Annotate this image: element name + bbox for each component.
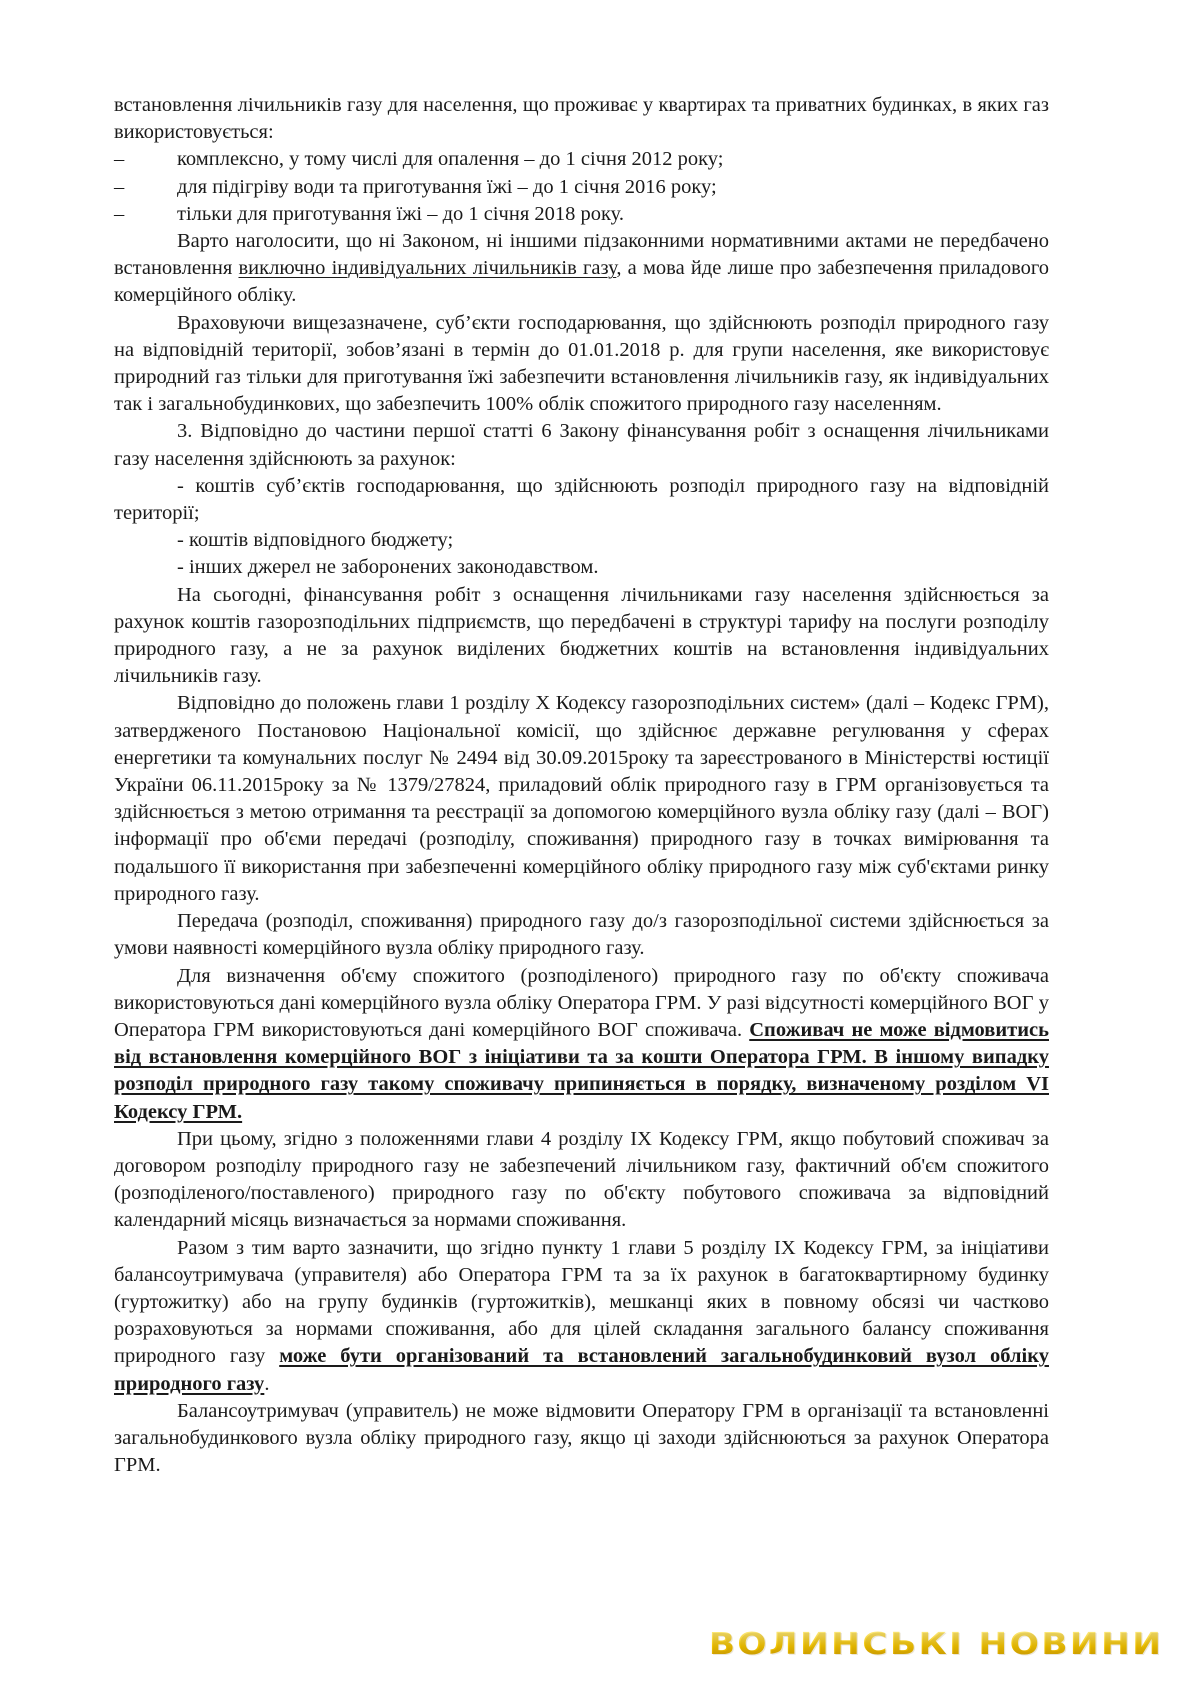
list-item: [114, 146, 1049, 173]
bold-underlined-phrase: Споживач не може відмовитись від встановлення комерційного ВОГ з ініціативи та за кошти Оператора ГРМ. В іншому випадку розподіл природного газу такому споживачу припиняється в порядку, визначеному розділом VI Кодексу ГРМ.: [114, 1018, 1049, 1123]
list-item: - інших джерел не заборонених законодавством.: [177, 556, 599, 579]
dash-bullet: –: [114, 175, 125, 198]
financing-sources-list: [114, 473, 1049, 582]
bold-underlined-phrase: може бути організований та встановлений загальнобудинковий вузол обліку природного газу: [114, 1345, 1049, 1395]
text: Для визначення об'єму спожитого (розподіленого) природного газу по об'єкту споживача використовуються дані комерційного вузла обліку Оператора ГРМ. У разі відсутності комерційного ВОГ у Оператора ГРМ використовуються дані комерційного ВОГ споживача.: [114, 964, 1049, 1041]
paragraph-balance-holder: Балансоутримувач (управитель) не може відмовити Оператору ГРМ в організації та встановленні загальнобудинкового вузла обліку природного газу, якщо ці заходи здійснюються за рахунок Оператора ГРМ.: [114, 1399, 1049, 1477]
deadline-list: [114, 146, 1049, 228]
text: Разом з тим варто зазначити, що згідно пункту 1 глави 5 розділу IX Кодексу ГРМ, за ініціативи балансоутримувача (управителя) або Оператора ГРМ та за їх рахунок в багатоквартирному будинку (гуртожитку) або на групу будинків (гуртожитків), мешканці яких в повному обсязі чи частково розраховуються за нормами споживання, або для цілей складання загального балансу споживання природного газу: [114, 1236, 1049, 1368]
watermark-logo: ВОЛИНСЬКІ НОВИНИ: [708, 1627, 1163, 1662]
paragraph-volume-determination: [114, 963, 1049, 1126]
dash-bullet: –: [114, 148, 125, 171]
list-item-text: для підігріву води та приготування їжі – до 1 січня 2016 року;: [177, 175, 717, 198]
paragraph-transmission: Передача (розподіл, споживання) природного газу до/з газорозподільної системи здійснюється за умови наявності комерційного вузла обліку природного газу.: [114, 910, 1049, 960]
underlined-phrase: виключно індивідуальних лічильників газу: [238, 257, 617, 280]
paragraph-grm-code: Відповідно до положень глави 1 розділу X Кодексу газорозподільних систем» (далі – Кодекс ГРМ), затвердженого Постановою Національної комісії, що здійснює державне регулювання у сферах енергетики та комунальних послуг № 2494 від 30.09.2015року та зареєстрованого в Міністерстві юстиції України 06.11.2015року за № 1379/27824, приладовий облік природного газу в ГРМ організовується та здійснюється з метою отримання та реєстрації за допомогою комерційного вузла обліку газу (далі – ВОГ) інформації про об'єми передачі (розподілу, споживання) природного газу в точках вимірювання та подальшого її використання при забезпеченні комерційного обліку природного газу між суб'єктами ринку природного газу.: [114, 692, 1049, 905]
dash-bullet: –: [114, 202, 125, 225]
text: .: [264, 1372, 270, 1395]
list-item-text: тільки для приготування їжі – до 1 січня 2018 року.: [177, 202, 624, 225]
list-item: - коштів відповідного бюджету;: [177, 529, 454, 552]
list-item: - коштів суб’єктів господарювання, що здійснюють розподіл природного газу на відповідній території;: [114, 474, 1049, 525]
paragraph-obligations: Враховуючи вищезазначене, суб’єкти господарювання, що здійснюють розподіл природного газу на відповідній території, зобов’язані в термін до 01.01.2018 р. для групи населення, яке використовує природний газ тільки для приготування їжі забезпечити встановлення лічильників газу, як індивідуальних так і загальнобудинкових, що забезпечить 100% облік спожитого природного газу населенням.: [114, 311, 1049, 416]
paragraph-common-meter: [114, 1235, 1049, 1398]
paragraph-norms: При цьому, згідно з положеннями глави 4 розділу IX Кодексу ГРМ, якщо побутовий споживач за договором розподілу природного газу не забезпечений лічильником газу, фактичний об'єм спожитого (розподіленого/поставленого) природного газу по об'єкту побутового споживача за відповідний календарний місяць визначається за нормами споживання.: [114, 1127, 1049, 1232]
paragraph-financing: 3. Відповідно до частини першої статті 6 Закону фінансування робіт з оснащення лічильниками газу населення здійснюють за рахунок:: [114, 420, 1049, 470]
text: , а мова йде лише про забезпечення приладового комерційного обліку.: [114, 257, 1050, 307]
document-page: [114, 92, 1049, 1479]
paragraph-law-note: [114, 228, 1049, 310]
list-item: [114, 174, 1049, 201]
list-item-text: комплексно, у тому числі для опалення – до 1 січня 2012 року;: [177, 148, 724, 171]
paragraph-intro: встановлення лічильників газу для населення, що проживає у квартирах та приватних будинках, в яких газ використовується:: [114, 94, 1049, 144]
text: Варто наголосити, що ні Законом, ні іншими підзаконними нормативними актами не передбачено встановлення: [114, 230, 1049, 280]
paragraph-current-financing: На сьогодні, фінансування робіт з оснащення лічильниками газу населення здійснюється за рахунок коштів газорозподільних підприємств, що передбачені в структурі тарифу на послуги розподілу природного газу, а не за рахунок виділених бюджетних коштів на встановлення індивідуальних лічильників газу.: [114, 583, 1049, 688]
list-item: [114, 201, 1049, 228]
